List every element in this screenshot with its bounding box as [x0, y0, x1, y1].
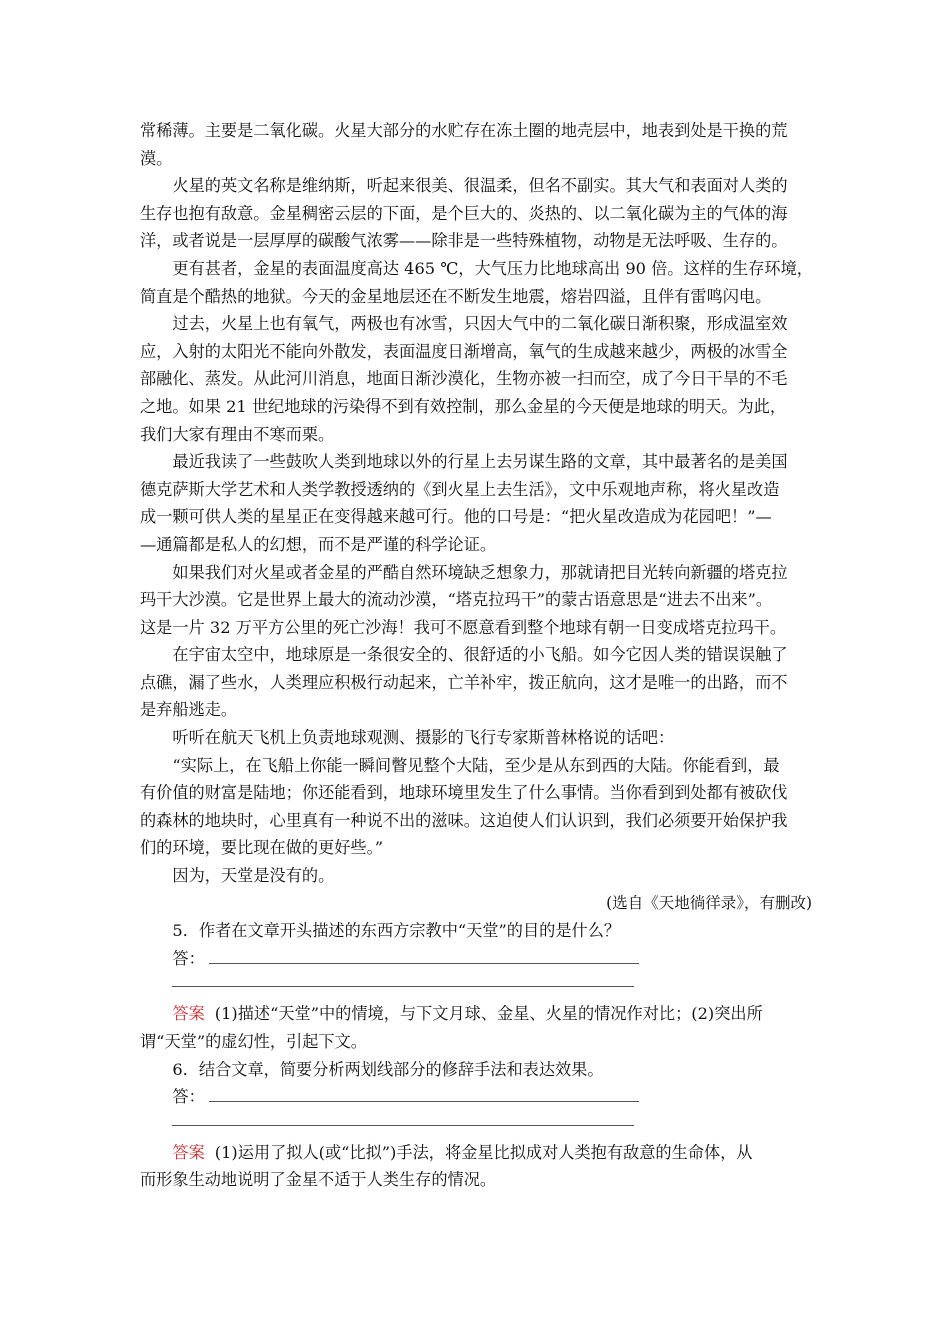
paragraph-line: 的森林的地块时，心里真有一种说不出的滋味。这迫使人们认识到，我们必须要开始保护我 — [140, 810, 788, 830]
paragraph-line: 过去，火星上也有氧气，两极也有冰雪，只因大气中的二氧化碳日渐积聚，形成温室效 — [172, 314, 788, 334]
paragraph-line: 们的环境，要比现在做的更好些。” — [140, 838, 383, 858]
paragraph-line: 如果我们对火星或者金星的严酷自然环境缺乏想象力，那就请把目光转向新疆的塔克拉 — [172, 562, 788, 582]
answer-blank-line-2[interactable] — [172, 972, 634, 987]
paragraph-line: 火星的英文名称是维纳斯，听起来很美、很温柔，但名不副实。其大气和表面对人类的 — [172, 176, 788, 196]
document-page — [140, 117, 812, 1194]
paragraph-line: 因为，天堂是没有的。 — [172, 866, 335, 886]
answer-blank-line[interactable] — [209, 947, 639, 964]
answer-field-6[interactable] — [140, 1083, 812, 1111]
question-5: 5．作者在文章开头描述的东西方宗教中“天堂”的目的是什么？ — [172, 921, 621, 941]
paragraph-line: 在宇宙太空中，地球原是一条很安全的、很舒适的小飞船。如今它因人类的错误误触了 — [172, 645, 788, 665]
answer-6 — [140, 1139, 812, 1167]
paragraph-line: 听听在航天飞机上负责地球观测、摄影的飞行专家斯普林格说的话吧： — [172, 728, 675, 748]
paragraph-line: 是弃船逃走。 — [140, 700, 238, 720]
answer-text: (1)运用了拟人(或“比拟”)手法，将金星比拟成对人类抱有敌意的生命体，从 — [214, 1142, 753, 1162]
answer-5 — [140, 1000, 812, 1028]
answer-blank-line-2[interactable] — [172, 1111, 634, 1126]
answer-text: 而形象生动地说明了金星不适于人类生存的情况。 — [140, 1170, 497, 1190]
paragraph-line: —通篇都是私人的幻想，而不是严谨的科学论证。 — [140, 534, 497, 554]
paragraph-line: 点礁，漏了些水，人类理应积极行动起来，亡羊补牢，拨正航向，这才是唯一的出路，而不 — [140, 672, 788, 692]
answer-blank-line[interactable] — [209, 1085, 639, 1102]
paragraph-line: 部融化、蒸发。从此河川消息，地面日渐沙漠化，生物亦被一扫而空，成了今日干旱的不毛 — [140, 369, 788, 389]
paragraph-line: 漠。 — [140, 148, 173, 168]
question-6: 6．结合文章，简要分析两划线部分的修辞手法和表达效果。 — [172, 1059, 604, 1079]
answer-prefix: 答： — [172, 1087, 205, 1107]
answer-text: 谓“天堂”的虚幻性，引起下文。 — [140, 1032, 367, 1051]
answer-prefix: 答： — [172, 948, 205, 968]
answer-tag: 答案 — [172, 1142, 205, 1162]
paragraph-line: 有价值的财富是陆地；你还能看到，地球环境里发生了什么事情。当你看到到处都有被砍伐 — [140, 783, 788, 803]
paragraph-line: 简直是个酷热的地狱。今天的金星地层还在不断发生地震，熔岩四溢，且伴有雷鸣闪电。 — [140, 286, 772, 306]
paragraph-line: 之地。如果 21 世纪地球的污染得不到有效控制，那么金星的今天便是地球的明天。为此， — [140, 396, 787, 416]
source-citation: (选自《天地徜徉录》，有删改) — [606, 893, 812, 912]
paragraph-line: 成一颗可供人类的星星正在变得越来越可行。他的口号是：“把火星改造成为花园吧！”— — [140, 507, 772, 527]
paragraph-line: 德克萨斯大学艺术和人类学教授透纳的《到火星上去生活》，文中乐观地声称，将火星改造 — [140, 479, 780, 499]
paragraph-line: 常稀薄。主要是二氧化碳。火星大部分的水贮存在冻土圈的地壳层中，地表到处是干换的荒 — [140, 121, 788, 140]
paragraph-line: 玛干大沙漠。它是世界上最大的流动沙漠，“塔克拉玛干”的蒙古语意思是“进去不出来”。 — [140, 590, 773, 610]
paragraph-line: 我们大家有理由不寒而栗。 — [140, 424, 335, 444]
answer-text: (1)描述“天堂”中的情境，与下文月球、金星、火星的情况作对比；(2)突出所 — [214, 1004, 763, 1024]
paragraph-line: 应，入射的太阳光不能向外散发，表面温度日渐增高，氧气的生成越来越少，两极的冰雪全 — [140, 341, 788, 361]
paragraph-line: 最近我读了一些鼓吹人类到地球以外的行星上去另谋生路的文章，其中最著名的是美国 — [172, 452, 788, 472]
paragraph-line: 洋，或者说是一层厚厚的碳酸气浓雾——除非是一些特殊植物，动物是无法呼吸、生存的。 — [140, 231, 788, 251]
answer-field-5[interactable] — [140, 945, 812, 973]
paragraph-line: 这是一片 32 万平方公里的死亡沙海！我可不愿意看到整个地球有朝一日变成塔克拉玛干。 — [140, 617, 787, 637]
paragraph-line: 更有甚者，金星的表面温度高达 465 ℃，大气压力比地球高出 90 倍。这样的生存环境， — [172, 258, 813, 278]
paragraph-line: “实际上，在飞船上你能一瞬间瞥见整个大陆，至少是从东到西的大陆。你能看到，最 — [172, 755, 780, 775]
answer-tag: 答案 — [172, 1004, 205, 1024]
paragraph-line: 生存也抱有敌意。金星稠密云层的下面，是个巨大的、炎热的、以二氧化碳为主的气体的海 — [140, 203, 788, 223]
